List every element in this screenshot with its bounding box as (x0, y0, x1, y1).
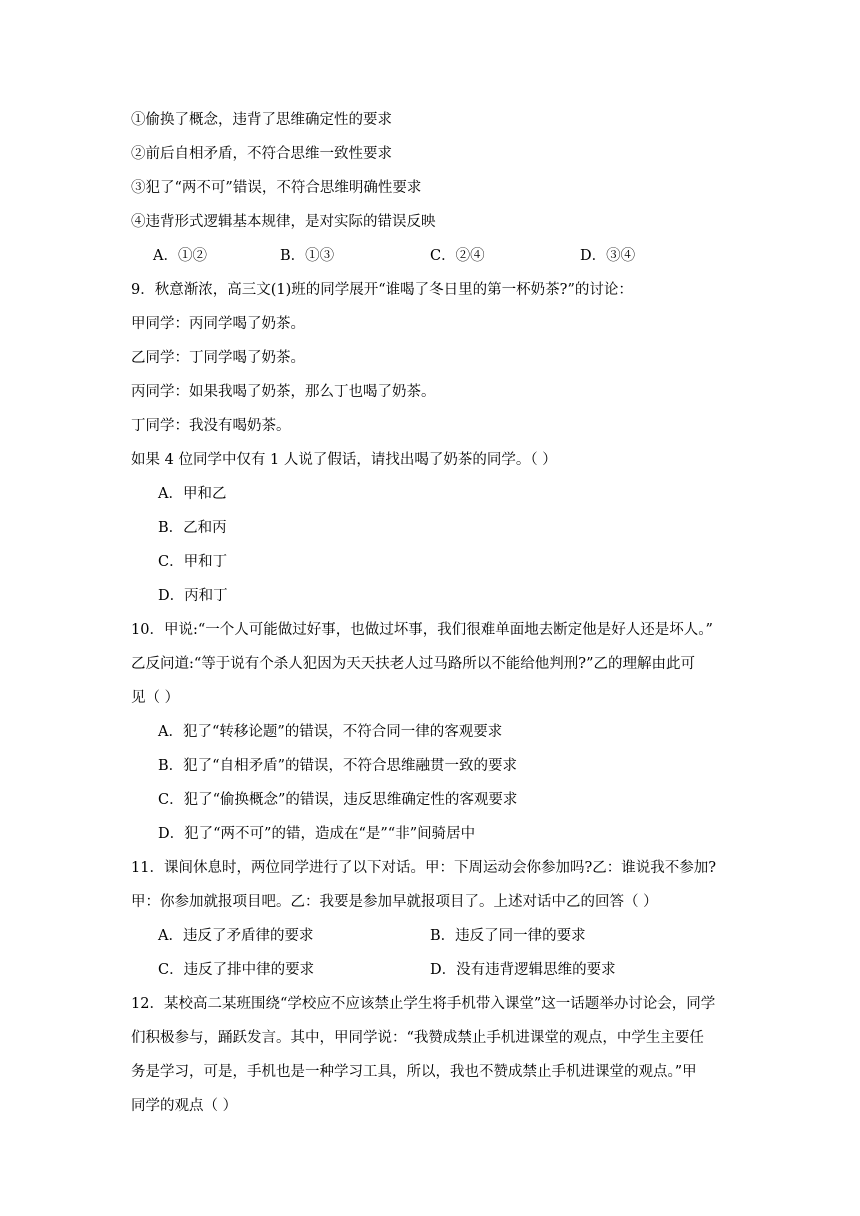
q9-line-2: 乙同学：丁同学喝了奶茶。 (131, 350, 305, 366)
q12-line-2: 们积极参与，踊跃发言。其中，甲同学说：“我赞成禁止手机进课堂的观点，中学生主要任 (131, 1030, 704, 1046)
q11-option-a: A．违反了矛盾律的要求 (158, 928, 314, 944)
q8-statement-4: ④违背形式逻辑基本规律，是对实际的错误反映 (131, 214, 436, 230)
q9-option-d: D．丙和丁 (158, 588, 228, 604)
q8-option-b: B．①③ (280, 248, 335, 264)
q12-line-3: 务是学习，可是，手机也是一种学习工具，所以，我也不赞成禁止手机进课堂的观点。”甲 (131, 1064, 697, 1080)
q8-statement-3: ③犯了“两不可”错误，不符合思维明确性要求 (131, 180, 422, 196)
q12-line-4: 同学的观点（ ） (131, 1098, 238, 1114)
q11-option-d: D．没有违背逻辑思维的要求 (430, 962, 616, 978)
q11-line-2: 甲：你参加就报项目吧。乙：我要是参加早就报项目了。上述对话中乙的回答（ ） (131, 894, 658, 910)
q9-line-1: 甲同学：丙同学喝了奶茶。 (131, 316, 305, 332)
q9-option-c: C．甲和丁 (158, 554, 228, 570)
q10-option-d: D．犯了“两不可”的错，造成在“是”“非”间骑居中 (158, 826, 476, 842)
q11-option-b: B．违反了同一律的要求 (430, 928, 586, 944)
q11-option-c: C．违反了排中律的要求 (158, 962, 315, 978)
q8-statement-2: ②前后自相矛盾，不符合思维一致性要求 (131, 146, 392, 162)
q9-question: 如果 4 位同学中仅有 1 人说了假话，请找出喝了奶茶的同学。（ ） (131, 452, 557, 468)
q9-line-3: 丙同学：如果我喝了奶茶，那么丁也喝了奶茶。 (131, 384, 436, 400)
q11-line-1: 11．课间休息时，两位同学进行了以下对话。甲：下周运动会你参加吗?乙：谁说我不参加? (131, 860, 716, 876)
q10-option-a: A．犯了“转移论题”的错误，不符合同一律的客观要求 (158, 724, 503, 740)
q12-line-1: 12．某校高二某班围绕“学校应不应该禁止学生将手机带入课堂”这一话题举办讨论会，同学 (131, 996, 716, 1012)
q9-line-4: 丁同学：我没有喝奶茶。 (131, 418, 291, 434)
q9-option-a: A．甲和乙 (158, 486, 227, 502)
q8-option-d: D．③④ (580, 248, 636, 264)
q8-statement-1: ①偷换了概念，违背了思维确定性的要求 (131, 112, 392, 128)
q9-option-b: B．乙和丙 (158, 520, 227, 536)
q8-option-c: C．②④ (430, 248, 485, 264)
q9-stem: 9．秋意渐浓，高三文(1)班的同学展开“谁喝了冬日里的第一杯奶茶?”的讨论： (131, 282, 633, 298)
q10-option-c: C．犯了“偷换概念”的错误，违反思维确定性的客观要求 (158, 792, 518, 808)
q8-option-a: A．①② (153, 248, 207, 264)
q10-line-3: 见（ ） (131, 690, 180, 706)
q10-line-1: 10．甲说:“一个人可能做过好事，也做过坏事，我们很难单面地去断定他是好人还是坏人。” (131, 622, 713, 638)
q10-line-2: 乙反问道:“等于说有个杀人犯因为天天扶老人过马路所以不能给他判刑?”乙的理解由此可 (131, 656, 695, 672)
q10-option-b: B．犯了“自相矛盾”的错误，不符合思维融贯一致的要求 (158, 758, 517, 774)
